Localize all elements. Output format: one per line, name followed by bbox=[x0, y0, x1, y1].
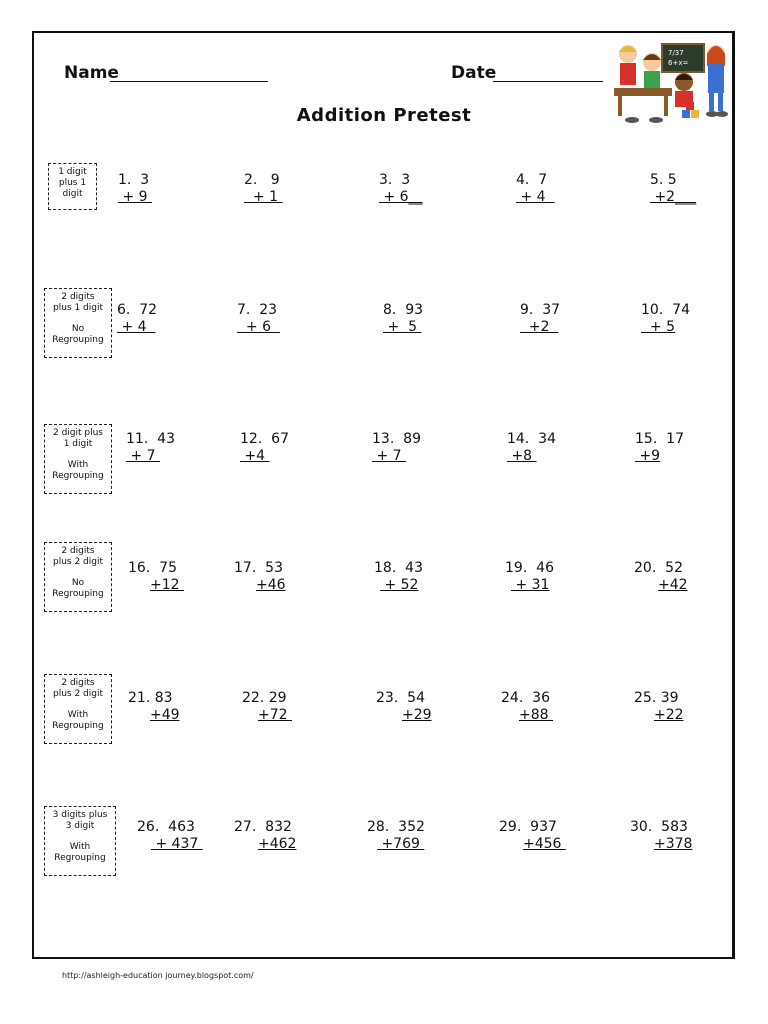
problem-19: 19. 46 + 31 bbox=[505, 560, 554, 593]
problem-4: 4. 7 + 4 bbox=[516, 172, 555, 205]
problem-23: 23. 54 +29 bbox=[376, 690, 432, 723]
chalkboard-text-2: 6+x= bbox=[668, 59, 689, 67]
problem-18: 18. 43 + 52 bbox=[374, 560, 423, 593]
problem-25: 25. 39 +22 bbox=[634, 690, 684, 723]
problem-26: 26. 463 + 437 bbox=[137, 819, 203, 852]
problem-12: 12. 67 +4 bbox=[240, 431, 289, 464]
section-box-3: 2 digit plus 1 digit With Regrouping bbox=[44, 424, 112, 494]
problem-27: 27. 832 +462 bbox=[234, 819, 297, 852]
section-box-6: 3 digits plus 3 digit With Regrouping bbox=[44, 806, 116, 876]
problem-9: 9. 37 +2 bbox=[520, 302, 561, 335]
problem-16: 16. 75 +12 bbox=[128, 560, 184, 593]
footer-url: http://ashleigh-education journey.blogspot.com/ bbox=[62, 971, 254, 980]
students-clipart bbox=[612, 40, 732, 126]
problem-15: 15. 17 +9 bbox=[635, 431, 684, 464]
date-field[interactable] bbox=[493, 65, 603, 82]
problem-3: 3. 3 + 6__ bbox=[379, 172, 423, 205]
problem-14: 14. 34 +8 bbox=[507, 431, 556, 464]
problem-10: 10. 74 + 5 bbox=[641, 302, 690, 335]
section-box-2: 2 digits plus 1 digit No Regrouping bbox=[44, 288, 112, 358]
section-box-1: 1 digit plus 1 digit bbox=[48, 163, 97, 210]
problem-2: 2. 9 + 1 bbox=[244, 172, 283, 205]
problem-30: 30. 583 +378 bbox=[630, 819, 693, 852]
problem-24: 24. 36 +88 bbox=[501, 690, 553, 723]
problem-1: 1. 3 + 9 bbox=[118, 172, 152, 205]
problem-11: 11. 43 + 7 bbox=[126, 431, 175, 464]
section-box-5: 2 digits plus 2 digit With Regrouping bbox=[44, 674, 112, 744]
problem-5: 5. 5 +2___ bbox=[650, 172, 697, 205]
name-field[interactable] bbox=[110, 65, 268, 82]
problem-29: 29. 937 +456 bbox=[499, 819, 566, 852]
chalkboard-text-1: 7/37 bbox=[668, 49, 684, 57]
section-box-4: 2 digits plus 2 digit No Regrouping bbox=[44, 542, 112, 612]
problem-13: 13. 89 + 7 bbox=[372, 431, 421, 464]
problem-20: 20. 52 +42 bbox=[634, 560, 688, 593]
problem-8: 8. 93 + 5 bbox=[383, 302, 424, 335]
name-label: Name bbox=[64, 63, 119, 83]
problem-6: 6. 72 + 4 bbox=[117, 302, 158, 335]
problem-17: 17. 53 +46 bbox=[234, 560, 286, 593]
problem-22: 22. 29 +72 bbox=[242, 690, 292, 723]
date-label: Date bbox=[451, 63, 497, 83]
page-title: Addition Pretest bbox=[296, 105, 472, 126]
problem-28: 28. 352 +769 bbox=[367, 819, 425, 852]
problem-7: 7. 23 + 6 bbox=[237, 302, 280, 335]
problem-21: 21. 83 +49 bbox=[128, 690, 180, 723]
